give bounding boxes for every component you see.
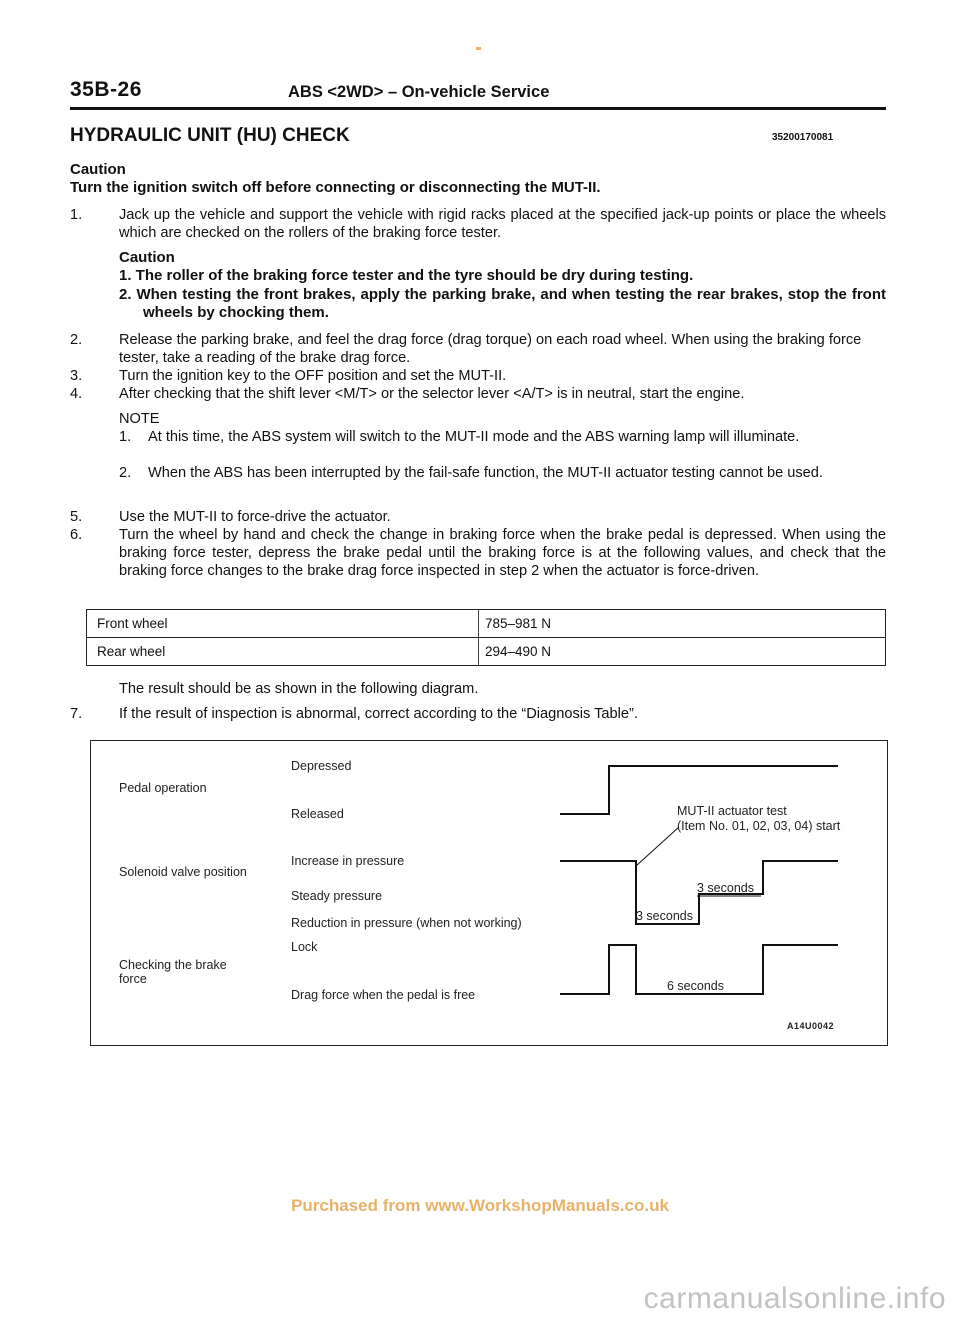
table-cell-value: 294–490 N: [479, 638, 886, 666]
step-3-number: 3.: [70, 368, 83, 384]
lock-label: Lock: [291, 940, 318, 954]
solenoid-valve-label: Solenoid valve position: [119, 865, 247, 879]
steady-pressure-label: Steady pressure: [291, 889, 383, 903]
mut-test-label-2: (Item No. 01, 02, 03, 04) start: [677, 819, 841, 833]
step-1-text: Jack up the vehicle and support the vehicle with rigid racks placed at the specified jack-up points or place the wheels which are checked on the rollers of the braking force tester.: [119, 207, 886, 241]
depressed-label: Depressed: [291, 759, 352, 773]
pedal-operation-label: Pedal operation: [119, 781, 207, 795]
three-seconds-label-b: 3 seconds: [636, 909, 693, 923]
page-code: 35B-26: [70, 78, 142, 101]
braking-force-table: [86, 609, 886, 666]
step-7-text: If the result of inspection is abnormal, correct according to the “Diagnosis Table”.: [119, 706, 638, 722]
step-4-text: After checking that the shift lever <M/T> or the selector lever <A/T> is in neutral, start the engine.: [119, 386, 745, 402]
reduction-pressure-label: Reduction in pressure (when not working): [291, 916, 522, 930]
note-item-2-text: When the ABS has been interrupted by the fail-safe function, the MUT-II actuator testing cannot be used.: [148, 465, 823, 481]
step-5-text: Use the MUT-II to force-drive the actuator.: [119, 509, 391, 525]
decorative-mark: [476, 47, 481, 50]
solenoid-waveform: [560, 861, 838, 924]
table-cell-value: 785–981 N: [479, 610, 886, 638]
mut-arrow-line: [636, 827, 679, 866]
timing-waveforms: [91, 741, 887, 1045]
increase-pressure-label: Increase in pressure: [291, 854, 405, 868]
note-item-1-text: At this time, the ABS system will switch to the MUT-II mode and the ABS warning lamp will illuminate.: [148, 429, 800, 445]
step-4-number: 4.: [70, 386, 83, 402]
pedal-waveform: [560, 766, 838, 814]
step-6-number: 6.: [70, 527, 83, 543]
note-item-1-number: 1.: [119, 429, 132, 445]
step-5-number: 5.: [70, 509, 83, 525]
note-item-2-number: 2.: [119, 465, 132, 481]
brake-force-waveform: [560, 945, 838, 994]
step-2-text: Release the parking brake, and feel the drag force (drag torque) on each road wheel. When using the braking force tester, take a reading of the brake drag force.: [119, 332, 862, 366]
figure-code: A14U0042: [787, 1021, 835, 1031]
six-seconds-label: 6 seconds: [667, 979, 724, 993]
watermark: carmanualsonline.info: [643, 1282, 946, 1315]
table-row: [87, 638, 886, 666]
table-cell-label: Front wheel: [87, 610, 479, 638]
caution2-item-1: 1. The roller of the braking force tester and the tyre should be dry during testing.: [119, 267, 694, 284]
page-header-title: ABS <2WD> – On-vehicle Service: [288, 83, 550, 101]
step-1-number: 1.: [70, 207, 83, 223]
mut-test-label-1: MUT-II actuator test: [677, 804, 787, 818]
step-3-text: Turn the ignition key to the OFF position and set the MUT-II.: [119, 368, 507, 384]
footer-source: Purchased from www.WorkshopManuals.co.uk: [291, 1196, 669, 1215]
step-6-text: Turn the wheel by hand and check the change in braking force when the brake pedal is depressed. When using the braking force tester, depress the brake pedal until the braking force is at the following values, and check that the braking force changes to the brake drag force inspected in step 2 when the actuator is force-driven.: [119, 527, 886, 579]
table-row: [87, 610, 886, 638]
caution-text: Turn the ignition switch off before connecting or disconnecting the MUT-II.: [70, 179, 601, 196]
result-text: The result should be as shown in the following diagram.: [119, 681, 479, 697]
brake-force-label: Checking the brake force: [119, 958, 227, 986]
caution-label: Caution: [70, 161, 126, 178]
three-seconds-label-a: 3 seconds: [697, 881, 754, 895]
caution2-label: Caution: [119, 249, 175, 266]
section-title: HYDRAULIC UNIT (HU) CHECK: [70, 125, 350, 146]
note-label: NOTE: [119, 411, 160, 427]
timing-diagram: [90, 740, 888, 1046]
step-7-number: 7.: [70, 706, 83, 722]
drag-force-label: Drag force when the pedal is free: [291, 988, 476, 1002]
table-cell-label: Rear wheel: [87, 638, 479, 666]
header-divider: [70, 107, 886, 110]
section-code: 35200170081: [772, 132, 834, 143]
step-2-number: 2.: [70, 332, 83, 348]
caution2-item-2: 2. When testing the front brakes, apply the parking brake, and when testing the rear brakes, stop the front wheels by chocking them.: [119, 286, 886, 321]
released-label: Released: [291, 807, 344, 821]
